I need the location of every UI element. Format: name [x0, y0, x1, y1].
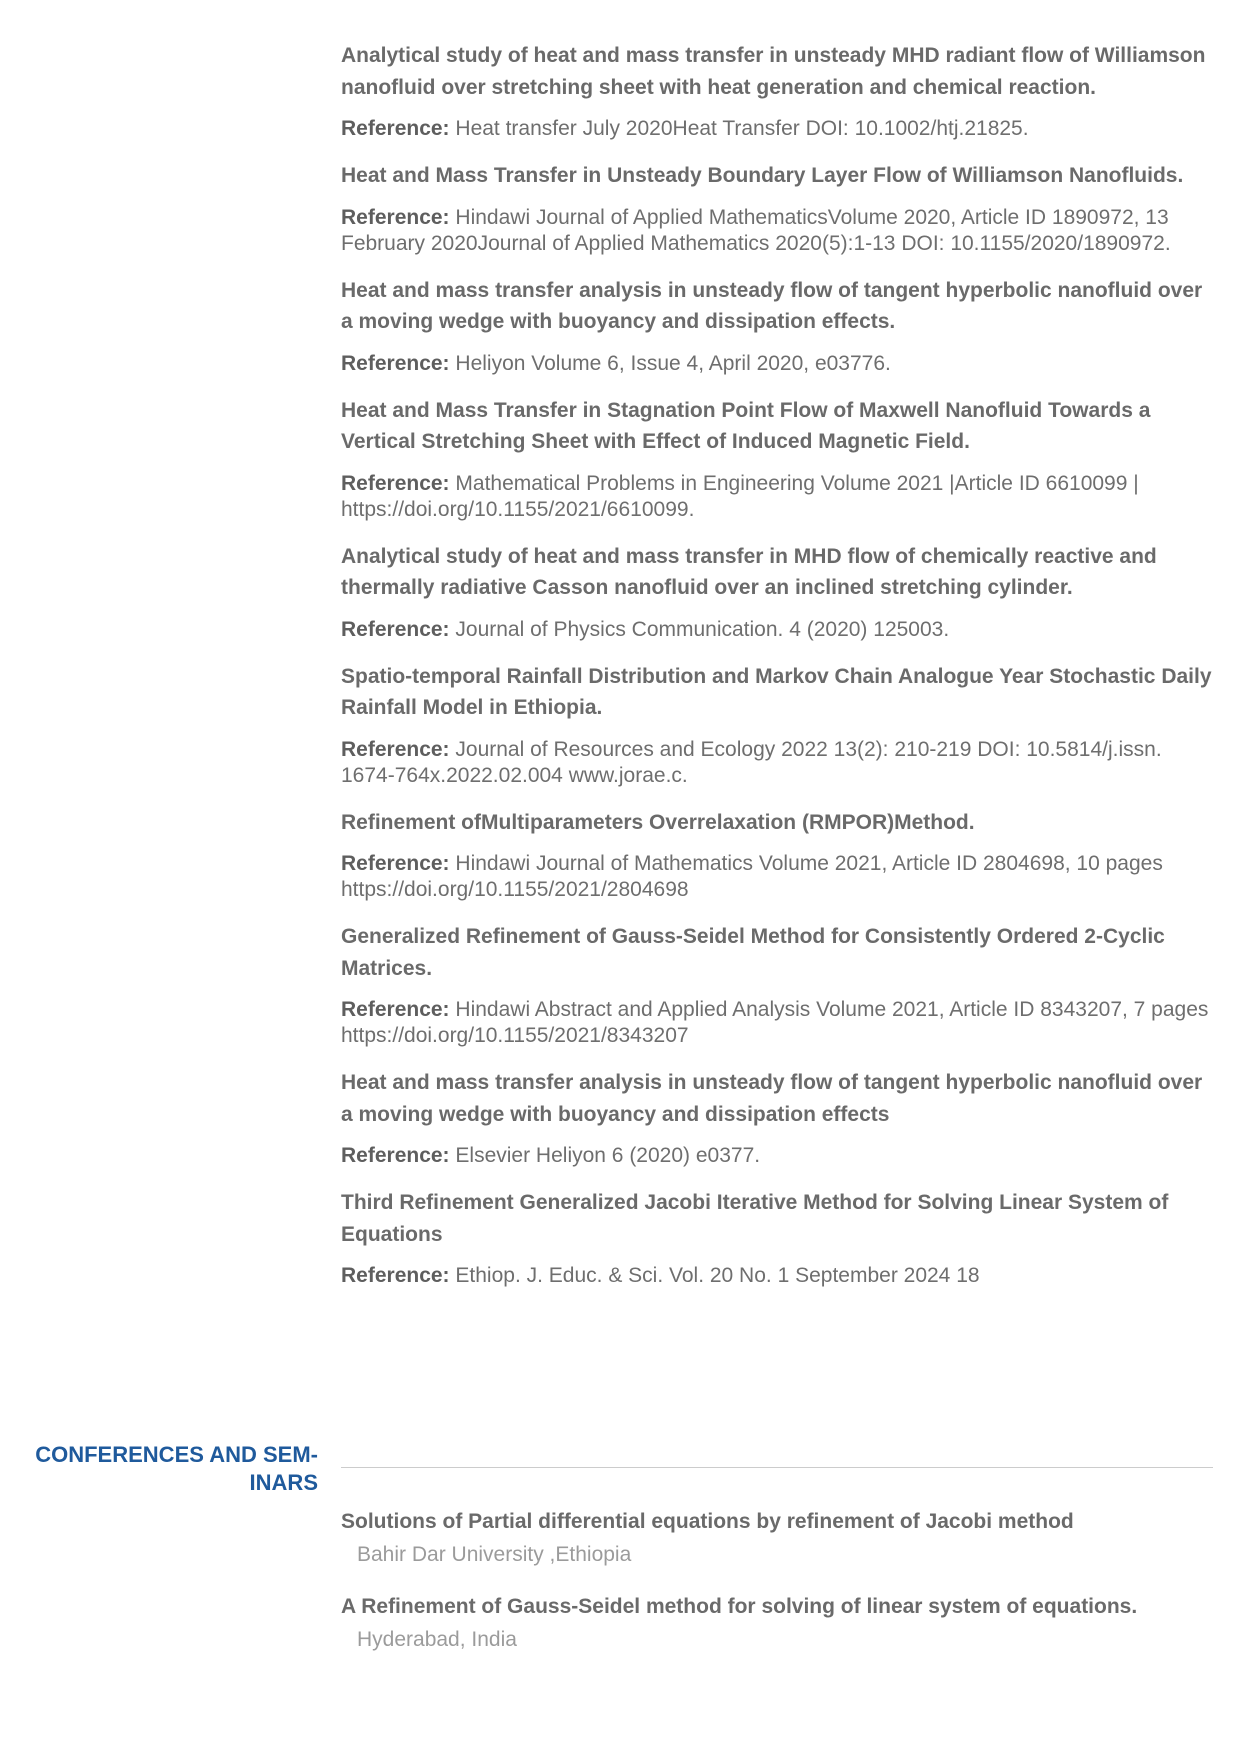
- conference-entry: [341, 1591, 1213, 1654]
- publication-title: Spatio-temporal Rainfall Distribution and Markov Chain Analogue Year Stochastic Daily Rainfall Model in Ethiopia.: [341, 664, 1212, 719]
- publication-title: Analytical study of heat and mass transfer in MHD flow of chemically reactive and thermally radiative Casson nanofluid over an inclined stretching cylinder.: [341, 544, 1157, 599]
- publication-reference: [341, 1143, 1213, 1169]
- conferences-section-heading: CONFERENCES AND SEM-INARS: [35, 1442, 318, 1495]
- publication-entry: [341, 40, 1213, 142]
- publication-reference: [341, 997, 1213, 1049]
- conference-location: Bahir Dar University ,Ethiopia: [357, 1543, 632, 1566]
- publication-reference: [341, 205, 1213, 257]
- publication-entry: [341, 1187, 1213, 1289]
- publication-reference: [341, 471, 1213, 523]
- publication-title: Heat and mass transfer analysis in unsteady flow of tangent hyperbolic nanofluid over a moving wedge with buoyancy and dissipation effects: [341, 1071, 1203, 1126]
- publication-reference: [341, 737, 1213, 789]
- publication-reference: [341, 116, 1213, 142]
- reference-text: Ethiop. J. Educ. & Sci. Vol. 20 No. 1 September 2024 18: [455, 1264, 980, 1287]
- reference-text: Hindawi Journal of Mathematics Volume 2021, Article ID 2804698, 10 pages https://doi.org/10.1155/2021/2804698: [341, 852, 1163, 901]
- publication-entry: [341, 395, 1213, 523]
- publication-title: Third Refinement Generalized Jacobi Iterative Method for Solving Linear System of Equations: [341, 1191, 1169, 1246]
- publication-title: Heat and Mass Transfer in Stagnation Point Flow of Maxwell Nanofluid Towards a Vertical Stretching Sheet with Effect of Induced Magnetic Field.: [341, 398, 1151, 453]
- reference-label: Reference:: [341, 471, 450, 495]
- reference-label: Reference:: [341, 351, 450, 375]
- publication-reference: [341, 1263, 1213, 1289]
- reference-text: Heliyon Volume 6, Issue 4, April 2020, e03776.: [455, 351, 891, 375]
- reference-label: Reference:: [341, 737, 450, 761]
- publication-entry: [341, 160, 1213, 257]
- section-divider: [341, 1467, 1213, 1468]
- reference-label: Reference:: [341, 1264, 450, 1287]
- conference-location: Hyderabad, India: [357, 1628, 517, 1651]
- reference-text: Journal of Physics Communication. 4 (2020) 125003.: [455, 617, 950, 641]
- reference-label: Reference:: [341, 852, 450, 875]
- publication-reference: [341, 351, 1213, 377]
- publication-title: Generalized Refinement of Gauss-Seidel Method for Consistently Ordered 2-Cyclic Matrices.: [341, 925, 1165, 980]
- publication-entry: [341, 661, 1213, 789]
- reference-text: Hindawi Journal of Applied MathematicsVolume 2020, Article ID 1890972, 13 February 2020Journal of Applied Mathematics 2020(5):1-13 DOI: 10.1155/2020/1890972.: [341, 205, 1171, 255]
- reference-text: Heat transfer July 2020Heat Transfer DOI: 10.1002/htj.21825.: [455, 117, 1029, 140]
- reference-label: Reference:: [341, 117, 450, 140]
- publication-entry: [341, 807, 1213, 904]
- publication-title: Analytical study of heat and mass transfer in unsteady MHD radiant flow of Williamson nanofluid over stretching sheet with heat generation and chemical reaction.: [341, 44, 1206, 99]
- reference-label: Reference:: [341, 998, 450, 1021]
- reference-text: Elsevier Heliyon 6 (2020) e0377.: [455, 1144, 761, 1167]
- publication-entry: [341, 1067, 1213, 1169]
- reference-label: Reference:: [341, 205, 450, 229]
- publication-entry: [341, 275, 1213, 377]
- publication-entry: [341, 541, 1213, 643]
- publication-entry: [341, 921, 1213, 1049]
- publication-title: Heat and Mass Transfer in Unsteady Boundary Layer Flow of Williamson Nanofluids.: [341, 164, 1184, 187]
- publication-reference: [341, 851, 1213, 903]
- publication-reference: [341, 617, 1213, 643]
- reference-text: Mathematical Problems in Engineering Volume 2021 |Article ID 6610099 | https://doi.org/10.1155/2021/6610099.: [341, 471, 1139, 521]
- reference-text: Journal of Resources and Ecology 2022 13(2): 210-219 DOI: 10.5814/j.issn. 1674-764x.2022.02.004 www.jorae.c.: [341, 737, 1162, 787]
- reference-label: Reference:: [341, 1144, 450, 1167]
- conference-title: Solutions of Partial differential equations by refinement of Jacobi method: [341, 1510, 1074, 1533]
- conferences-list: [341, 1506, 1213, 1676]
- conference-title: A Refinement of Gauss-Seidel method for solving of linear system of equations.: [341, 1595, 1138, 1618]
- conference-entry: [341, 1506, 1213, 1569]
- publications-list: [341, 40, 1213, 1307]
- reference-text: Hindawi Abstract and Applied Analysis Volume 2021, Article ID 8343207, 7 pages https://doi.org/10.1155/2021/8343207: [341, 998, 1209, 1047]
- publication-title: Refinement ofMultiparameters Overrelaxation (RMPOR)Method.: [341, 810, 975, 834]
- reference-label: Reference:: [341, 617, 450, 641]
- publication-title: Heat and mass transfer analysis in unsteady flow of tangent hyperbolic nanofluid over a moving wedge with buoyancy and dissipation effects.: [341, 278, 1203, 333]
